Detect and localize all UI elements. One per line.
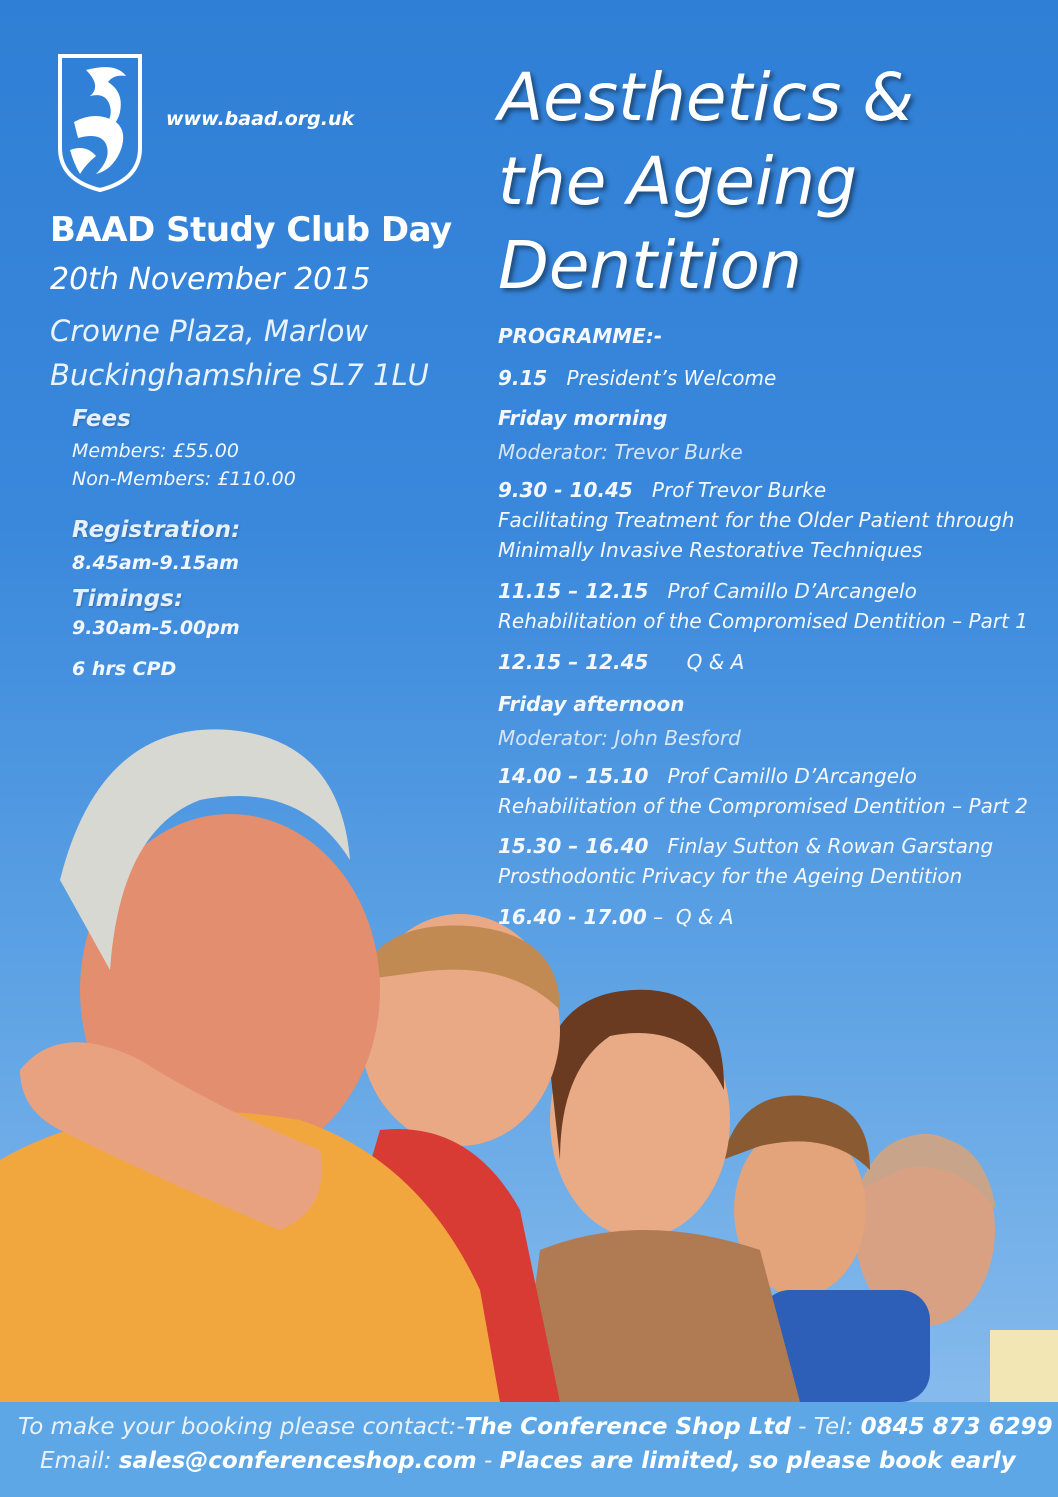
session-5: 15.30 – 16.40 Finlay Sutton & Rowan Garstang	[498, 834, 994, 858]
website-link[interactable]: www.baad.org.uk	[166, 108, 355, 130]
session-1-title-1: Facilitating Treatment for the Older Patient through	[498, 508, 1015, 532]
session-3: 12.15 – 12.45 Q & A	[498, 650, 745, 674]
fees-non-members: Non-Members: £110.00	[72, 468, 296, 490]
company-name: The Conference Shop Ltd	[464, 1414, 791, 1440]
morning-moderator: Moderator: Trevor Burke	[498, 440, 743, 464]
main-title-line-1: Aesthetics &	[498, 59, 914, 136]
registration-label: Registration:	[72, 517, 241, 543]
afternoon-moderator: Moderator: John Besford	[498, 726, 741, 750]
session-2: 11.15 – 12.15 Prof Camillo D’Arcangelo	[498, 579, 917, 603]
welcome-row: 9.15 President’s Welcome	[498, 366, 777, 390]
session-6: 16.40 - 17.00 – Q & A	[498, 905, 734, 929]
session-4-title: Rehabilitation of the Compromised Dentition – Part 2	[498, 794, 1028, 818]
session-5-title: Prosthodontic Privacy for the Ageing Dentition	[498, 864, 963, 888]
afternoon-heading: Friday afternoon	[498, 692, 685, 716]
timings-value: 9.30am-5.00pm	[72, 617, 240, 639]
registration-value: 8.45am-9.15am	[72, 552, 239, 574]
fees-members: Members: £55.00	[72, 440, 239, 462]
footer-contact-line: To make your booking please contact:-The Conference Shop Ltd - Tel: 0845 873 6299	[18, 1414, 1053, 1440]
main-title-line-2: the Ageing	[498, 143, 858, 220]
morning-heading: Friday morning	[498, 406, 668, 430]
session-2-title: Rehabilitation of the Compromised Dentition – Part 1	[498, 609, 1028, 633]
session-1: 9.30 - 10.45 Prof Trevor Burke	[498, 478, 827, 502]
baad-crest-icon	[56, 52, 144, 194]
venue-line-2: Buckinghamshire SL7 1LU	[50, 358, 429, 392]
timings-label: Timings:	[72, 586, 184, 612]
footer-email-line: Email: sales@conferenceshop.com - Places are limited, so please book early	[40, 1448, 1016, 1474]
fees-label: Fees	[72, 406, 131, 432]
event-title: BAAD Study Club Day	[50, 210, 452, 250]
phone-number[interactable]: 0845 873 6299	[860, 1414, 1053, 1440]
main-title-line-3: Dentition	[498, 227, 802, 304]
event-date: 20th November 2015	[50, 262, 371, 297]
programme-heading: PROGRAMME:-	[498, 324, 663, 348]
venue-line-1: Crowne Plaza, Marlow	[50, 314, 369, 348]
session-1-title-2: Minimally Invasive Restorative Techniques	[498, 538, 923, 562]
session-4: 14.00 – 15.10 Prof Camillo D’Arcangelo	[498, 764, 917, 788]
main-title	[498, 56, 914, 308]
cpd-hours: 6 hrs CPD	[72, 658, 177, 680]
email-link[interactable]: sales@conferenceshop.com	[118, 1448, 477, 1474]
places-limited: Places are limited, so please book early	[499, 1448, 1016, 1474]
family-photo	[0, 690, 1058, 1402]
